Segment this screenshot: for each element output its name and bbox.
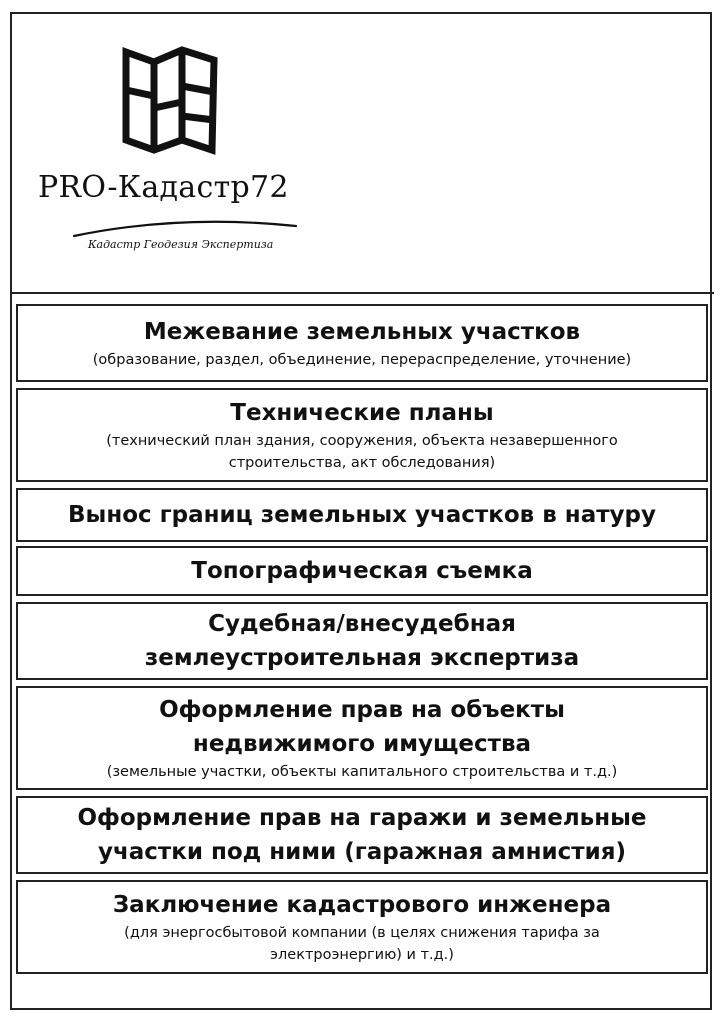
logo-map-icon (120, 46, 220, 156)
brand-tagline: Кадастр Геодезия Экспертиза (88, 238, 274, 251)
service-box (16, 388, 708, 482)
service-title: Оформление прав на объекты недвижимого имущества (159, 697, 565, 757)
header-divider (10, 292, 714, 294)
service-title: Топографическая съемка (191, 558, 533, 584)
service-title: Оформление прав на гаражи и земельные участки под ними (гаражная амнистия) (77, 805, 647, 865)
service-box (16, 304, 708, 382)
service-subtitle: (для энергосбытовой компании (в целях снижения тарифа за электроэнергию) и т.д.) (124, 925, 600, 963)
service-title: Судебная/внесудебная землеустроительная экспертиза (144, 611, 580, 671)
service-subtitle: (образование, раздел, объединение, перераспределение, уточнение) (92, 352, 632, 368)
service-box (16, 796, 708, 874)
service-box (16, 546, 708, 596)
service-title: Вынос границ земельных участков в натуру (67, 502, 656, 528)
service-box (16, 686, 708, 790)
service-title: Заключение кадастрового инженера (112, 892, 612, 918)
service-box (16, 488, 708, 542)
service-title: Технические планы (230, 400, 494, 426)
service-subtitle: (технический план здания, сооружения, объекта незавершенного строительства, акт обследования) (106, 433, 618, 471)
service-subtitle: (земельные участки, объекты капитального строительства и т.д.) (106, 764, 618, 780)
brand-name: PRO-Кадастр72 (38, 170, 289, 205)
service-box (16, 602, 708, 680)
service-title: Межевание земельных участков (143, 319, 581, 345)
service-box (16, 880, 708, 974)
